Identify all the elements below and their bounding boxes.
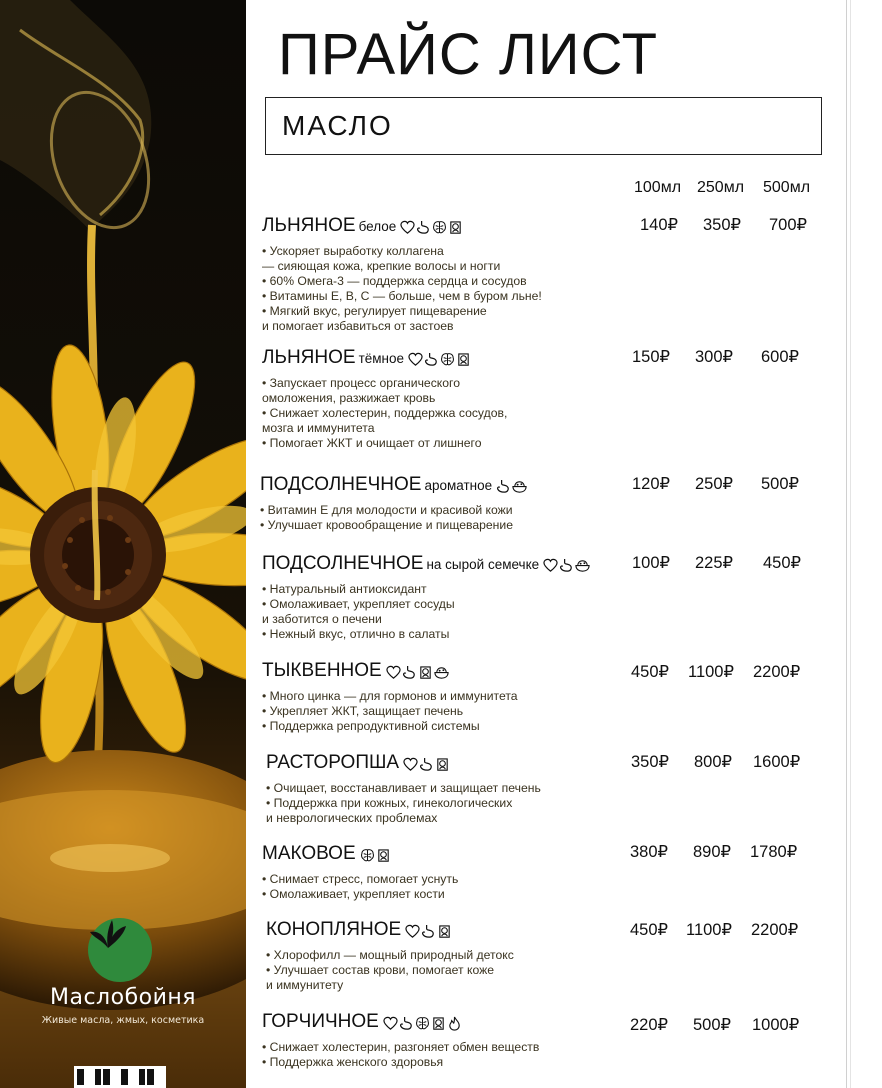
product-description (262, 582, 842, 642)
description-line: • Витамин Е для молодости и красивой кожи (260, 503, 513, 517)
brain-icon (432, 220, 447, 235)
price-500ml: 450₽ (763, 554, 802, 572)
face-icon (435, 757, 450, 772)
product-description (266, 781, 846, 826)
category-label: МАСЛО (282, 110, 393, 141)
description-line: • Много цинка — для гормонов и иммунитета (262, 689, 518, 703)
price-500ml: 2200₽ (753, 663, 801, 681)
description-line: • Укрепляет ЖКТ, защищает печень (262, 704, 464, 718)
description-line: • Мягкий вкус, регулирует пищеварение (262, 304, 487, 318)
price-250ml: 350₽ (703, 216, 742, 234)
product-name (262, 553, 842, 577)
price-250ml: 1100₽ (688, 663, 734, 681)
price-500ml: 2200₽ (751, 921, 799, 939)
product-description (262, 376, 842, 451)
product-description (266, 948, 846, 993)
stomach-icon (402, 665, 417, 680)
product-description (260, 503, 840, 533)
brand-name: Маслобойня (49, 985, 197, 1010)
product-description (262, 1040, 842, 1070)
price-500ml: 700₽ (769, 216, 808, 234)
face-icon (448, 220, 463, 235)
heart-icon (386, 665, 401, 680)
price-100ml: 450₽ (630, 921, 669, 939)
face-icon (418, 665, 433, 680)
price-500ml: 500₽ (761, 475, 800, 493)
description-line: и неврологических проблемах (266, 811, 438, 825)
description-line: • Нежный вкус, отлично в салаты (262, 627, 450, 641)
product-title: ПОДСОЛНЕЧНОЕ (260, 474, 422, 495)
volume-header-250: 250мл (697, 179, 745, 196)
description-line: • Омолаживает, укрепляет сосуды (262, 597, 455, 611)
benefit-icons (403, 754, 451, 776)
heart-icon (400, 220, 415, 235)
product-title: ЛЬНЯНОЕ (262, 215, 356, 236)
benefit-icons (400, 217, 464, 239)
description-line: и заботится о печени (262, 612, 382, 626)
description-line: — сияющая кожа, крепкие волосы и ногти (262, 259, 501, 273)
price-250ml: 800₽ (694, 753, 733, 771)
benefit-icons (496, 476, 528, 498)
heart-icon (403, 757, 418, 772)
product-photo (0, 0, 246, 1088)
description-line: • Ускоряет выработку коллагена (262, 244, 444, 258)
price-250ml: 500₽ (693, 1016, 732, 1034)
price-100ml: 120₽ (632, 475, 671, 493)
price-100ml: 100₽ (632, 554, 671, 572)
price-100ml: 450₽ (631, 663, 670, 681)
brain-icon (415, 1016, 430, 1031)
heart-icon (408, 352, 423, 367)
page-border (850, 0, 851, 1088)
stomach-icon (559, 558, 574, 573)
product-name (260, 474, 840, 498)
stomach-icon (496, 479, 511, 494)
description-line: омоложения, разжижает кровь (262, 391, 436, 405)
heart-icon (543, 558, 558, 573)
product-title: ЛЬНЯНОЕ (262, 347, 356, 368)
brain-icon (360, 848, 375, 863)
product-item (262, 347, 842, 451)
product-item (262, 553, 842, 642)
price-250ml: 1100₽ (686, 921, 732, 939)
salad-icon (512, 479, 527, 494)
product-description (262, 872, 842, 902)
stomach-icon (419, 757, 434, 772)
qr-code[interactable] (74, 1066, 166, 1088)
stomach-icon (421, 924, 436, 939)
face-icon (456, 352, 471, 367)
description-line: мозга и иммунитета (262, 421, 375, 435)
benefit-icons (360, 845, 392, 867)
brain-icon (440, 352, 455, 367)
product-title: РАСТОРОПША (266, 752, 400, 773)
benefit-icons (405, 921, 453, 943)
volume-header-500: 500мл (763, 179, 811, 196)
category-header (265, 97, 822, 155)
salad-icon (575, 558, 590, 573)
benefit-icons (543, 555, 591, 577)
description-line: • Улучшает кровообращение и пищеварение (260, 518, 513, 532)
description-line: • Витамины Е, В, С — больше, чем в буром льне! (262, 289, 542, 303)
leaf-icon (88, 918, 128, 954)
product-variant: тёмное (358, 351, 405, 366)
product-title: МАКОВОЕ (262, 843, 356, 864)
price-500ml: 1000₽ (752, 1016, 800, 1034)
product-variant: ароматное (424, 478, 493, 493)
product-title: КОНОПЛЯНОЕ (266, 919, 402, 940)
product-title: ТЫКВЕННОЕ (262, 660, 382, 681)
description-line: • Очищает, восстанавливает и защищает печень (266, 781, 541, 795)
brand-logo (88, 918, 152, 982)
face-icon (376, 848, 391, 863)
salad-icon (434, 665, 449, 680)
stomach-icon (399, 1016, 414, 1031)
price-100ml: 220₽ (630, 1016, 669, 1034)
description-line: • Поддержка при кожных, гинекологических (266, 796, 513, 810)
description-line: • Запускает процесс органического (262, 376, 460, 390)
face-icon (431, 1016, 446, 1031)
description-line: • Помогает ЖКТ и очищает от лишнего (262, 436, 482, 450)
stomach-icon (424, 352, 439, 367)
page-title: ПРАЙС ЛИСТ (278, 22, 659, 87)
price-250ml: 300₽ (695, 348, 734, 366)
description-line: • Омолаживает, укрепляет кости (262, 887, 445, 901)
price-500ml: 1600₽ (753, 753, 801, 771)
product-item (262, 215, 842, 334)
product-item (260, 474, 840, 533)
price-100ml: 350₽ (631, 753, 670, 771)
description-line: • Снижает холестерин, разгоняет обмен веществ (262, 1040, 540, 1054)
product-name (262, 347, 842, 371)
description-line: • Снимает стресс, помогает уснуть (262, 872, 459, 886)
description-line: • Улучшает состав крови, помогает коже (266, 963, 495, 977)
benefit-icons (383, 1013, 463, 1035)
face-icon (437, 924, 452, 939)
price-250ml: 225₽ (695, 554, 734, 572)
description-line: • Хлорофилл — мощный природный детокс (266, 948, 514, 962)
description-line: и помогает избавиться от застоев (262, 319, 454, 333)
heart-icon (383, 1016, 398, 1031)
brand-tagline: Живые масла, жмых, косметика (41, 1015, 205, 1026)
product-description (262, 689, 842, 734)
description-line: • Снижает холестерин, поддержка сосудов, (262, 406, 508, 420)
price-250ml: 250₽ (695, 475, 734, 493)
price-100ml: 140₽ (640, 216, 679, 234)
price-500ml: 1780₽ (750, 843, 798, 861)
price-100ml: 150₽ (632, 348, 671, 366)
description-line: и иммунитету (266, 978, 344, 992)
product-title: ГОРЧИЧНОЕ (262, 1011, 379, 1032)
flame-icon (447, 1016, 462, 1031)
volume-header-100: 100мл (634, 179, 682, 196)
product-description (262, 244, 842, 334)
price-100ml: 380₽ (630, 843, 669, 861)
description-line: • 60% Омега-3 — поддержка сердца и сосудов (262, 274, 527, 288)
price-250ml: 890₽ (693, 843, 732, 861)
product-variant: белое (358, 219, 397, 234)
heart-icon (405, 924, 420, 939)
benefit-icons (408, 349, 472, 371)
product-title: ПОДСОЛНЕЧНОЕ (262, 553, 424, 574)
product-variant: на сырой семечке (426, 557, 540, 572)
page-border (846, 0, 847, 1088)
stomach-icon (416, 220, 431, 235)
description-line: • Натуральный антиоксидант (262, 582, 427, 596)
description-line: • Поддержка репродуктивной системы (262, 719, 480, 733)
description-line: • Поддержка женского здоровья (262, 1055, 444, 1069)
product-name (262, 215, 842, 239)
price-500ml: 600₽ (761, 348, 800, 366)
benefit-icons (386, 662, 450, 684)
